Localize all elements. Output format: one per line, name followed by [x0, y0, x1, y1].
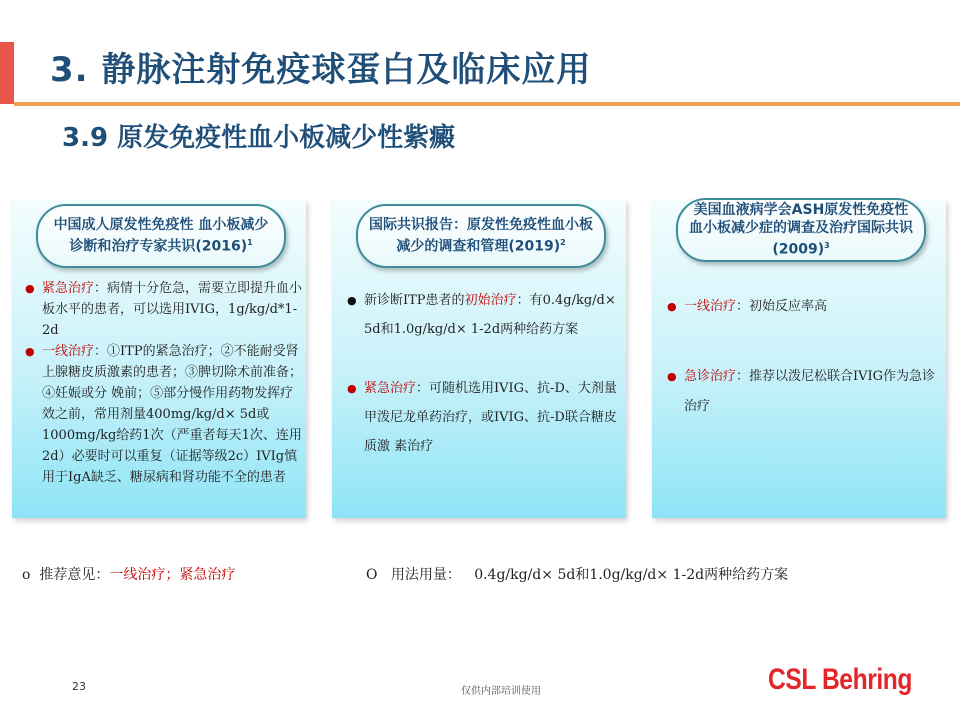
bullet-icon: ●: [667, 370, 677, 383]
recommendation-line: [22, 564, 235, 584]
list-item: [664, 292, 944, 322]
item-highlight: 急诊治疗: [684, 369, 737, 384]
card-body: [664, 292, 944, 422]
title-underline: [14, 102, 960, 106]
guideline-card-international-2019: [332, 200, 626, 518]
card-header-text: 国际共识报告：原发性免疫性血小板减少的调查和管理(2019): [369, 217, 593, 255]
reference-marker: 2: [560, 238, 566, 248]
circle-bullet-icon: O: [366, 567, 378, 583]
item-highlight: 紧急治疗: [364, 381, 417, 396]
section-subtitle: 3.9 原发免疫性血小板减少性紫癜: [62, 123, 456, 153]
page-number: 23: [72, 680, 86, 693]
item-highlight: 一线治疗: [42, 344, 95, 359]
bullet-icon: ●: [347, 382, 357, 395]
list-item: [344, 286, 624, 344]
bullet-icon: ●: [347, 294, 357, 307]
recommendation-value: 一线治疗；紧急治疗: [109, 567, 236, 583]
list-item: [344, 374, 624, 461]
item-text: ：推荐以泼尼松联合IVIG作为急诊治疗: [684, 369, 936, 414]
card-header-pill: [676, 198, 926, 262]
recommendation-label: 推荐意见：: [39, 567, 110, 583]
card-header-pill: [36, 204, 286, 268]
card-header-pill: [356, 204, 606, 268]
page-title: 3. 静脉注射免疫球蛋白及临床应用: [50, 50, 592, 90]
card-body: [344, 286, 624, 461]
item-text: ：①ITP的紧急治疗；②不能耐受肾上腺糖皮质激素的患者；③脾切除术前准备；④妊娠或分 娩前；⑤部分慢作用药物发挥疗效之前，常用剂量400mg/kg/d× 5d或1000mg/kg给药1次（严重者每天1次、连用2d）必要时可以重复（证据等级2c）IVIg慎用于IgA缺乏、糖尿病和肾功能不全的患者: [42, 344, 303, 485]
item-text: ：可随机选用IVIG、抗-D、大剂量甲泼尼龙单药治疗，或IVIG、抗-D联合糖皮质激 素治疗: [364, 381, 617, 454]
card-body: [22, 278, 304, 488]
bullet-icon: ●: [25, 282, 35, 295]
list-item: [664, 362, 944, 422]
bullet-icon: ●: [667, 300, 677, 313]
card-header-text: 中国成人原发性免疫性 血小板减少诊断和治疗专家共识(2016): [53, 217, 269, 255]
item-highlight: 紧急治疗: [42, 281, 95, 296]
circle-bullet-icon: o: [22, 567, 31, 583]
internal-use-note: 仅供内部培训使用: [461, 686, 541, 697]
dosage-label: 用法用量：: [390, 567, 461, 583]
item-text: ：有0.4g/kg/d× 5d和1.0g/kg/d× 1-2d两种给药方案: [364, 293, 616, 337]
list-item: [22, 278, 304, 341]
reference-marker: 3: [824, 241, 830, 251]
dosage-value: 0.4g/kg/d× 5d和1.0g/kg/d× 1-2d两种给药方案: [474, 567, 789, 583]
dosage-line: [366, 564, 788, 584]
bullet-icon: ●: [25, 345, 35, 358]
csl-behring-logo: CSL Behring: [768, 663, 913, 696]
item-highlight: 初始治疗: [464, 293, 517, 308]
list-item: [22, 341, 304, 488]
reference-marker: 1: [247, 238, 253, 248]
guideline-card-ash-2009: [652, 200, 946, 518]
card-header-text: 美国血液病学会ASH原发性免疫性血小板减少症的调查及治疗国际共识(2009): [689, 202, 913, 258]
item-text: ：病情十分危急，需要立即提升血小板水平的患者，可以选用IVIG，1g/kg/d*1-2d: [42, 281, 303, 338]
title-accent-bar: [0, 42, 14, 104]
guideline-card-china-2016: [12, 200, 306, 518]
item-text: ：初始反应率高: [736, 299, 828, 314]
item-text-prefix: 新诊断ITP患者的: [364, 293, 465, 308]
item-highlight: 一线治疗: [684, 299, 737, 314]
